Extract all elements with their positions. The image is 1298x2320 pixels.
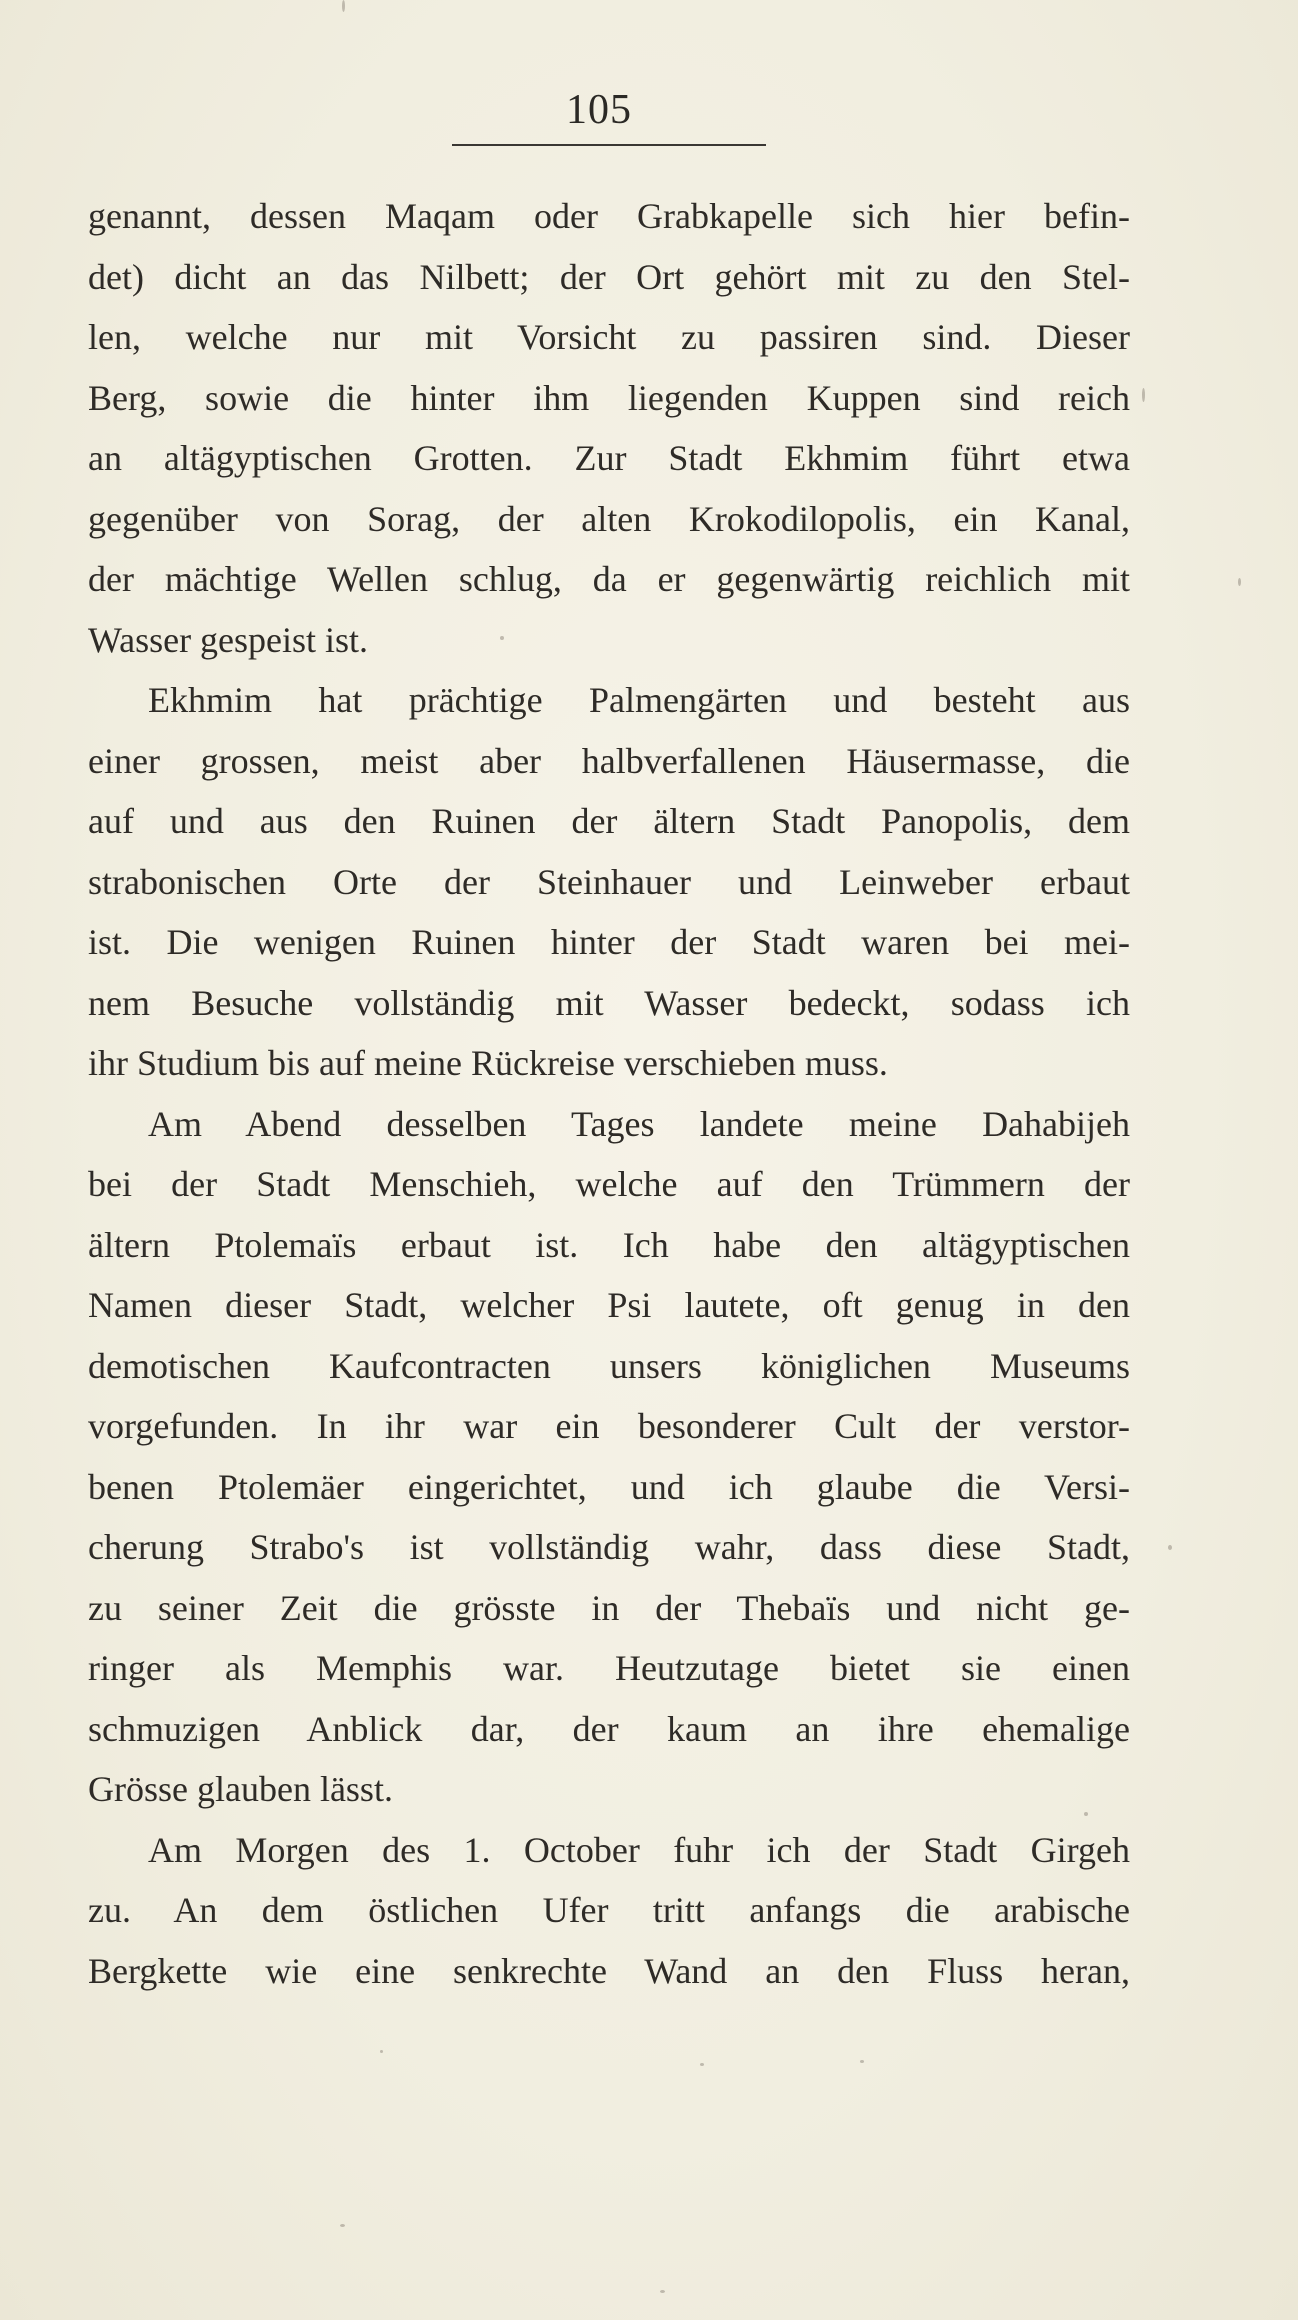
paper-speck: [700, 2063, 704, 2066]
paper-speck: [1084, 1812, 1088, 1816]
text-line: einer grossen, meist aber halbverfallenen Häusermasse, die: [88, 740, 1130, 781]
text-line: benen Ptolemäer eingerichtet, und ich glaube die Versi-: [88, 1466, 1130, 1507]
page-number: 105: [566, 87, 632, 133]
text-line: Grösse glauben lässt.: [88, 1769, 393, 1809]
text-line: gegenüber von Sorag, der alten Krokodilopolis, ein Kanal,: [88, 498, 1130, 539]
paper-speck: [1238, 578, 1241, 586]
text-line: len, welche nur mit Vorsicht zu passiren sind. Dieser: [88, 317, 1130, 357]
text-line: Namen dieser Stadt, welcher Psi lautete, oft genug in den: [88, 1285, 1130, 1325]
text-line: ringer als Memphis war. Heutzutage bietet sie einen: [88, 1648, 1130, 1688]
paper-speck: [500, 636, 504, 640]
text-line: Bergkette wie eine senkrechte Wand an den Fluss heran,: [88, 1950, 1130, 1991]
text-line: Am Abend desselben Tages landete meine Dahabijeh: [148, 1103, 1130, 1144]
text-line: cherung Strabo's ist vollständig wahr, dass diese Stadt,: [88, 1527, 1130, 1567]
text-line: Ekhmim hat prächtige Palmengärten und besteht aus: [148, 680, 1130, 720]
text-line: zu seiner Zeit die grösste in der Thebaïs und nicht ge-: [88, 1587, 1130, 1628]
paper-speck: [342, 0, 345, 12]
header-rule: [452, 144, 766, 146]
text-line: zu. An dem östlichen Ufer tritt anfangs die arabische: [88, 1890, 1130, 1930]
paper-speck: [1142, 388, 1145, 402]
text-line: ihr Studium bis auf meine Rückreise verschieben muss.: [88, 1043, 888, 1083]
text-line: demotischen Kaufcontracten unsers königlichen Museums: [88, 1345, 1130, 1386]
text-line: vorgefunden. In ihr war ein besonderer Cult der verstor-: [88, 1406, 1130, 1446]
text-line: genannt, dessen Maqam oder Grabkapelle sich hier befin-: [88, 196, 1130, 236]
text-line: auf und aus den Ruinen der ältern Stadt Panopolis, dem: [88, 801, 1130, 841]
text-line: Berg, sowie die hinter ihm liegenden Kuppen sind reich: [88, 377, 1130, 418]
text-line: ältern Ptolemaïs erbaut ist. Ich habe den altägyptischen: [88, 1224, 1130, 1265]
text-line: der mächtige Wellen schlug, da er gegenwärtig reichlich mit: [88, 559, 1130, 599]
text-line: strabonischen Orte der Steinhauer und Leinweber erbaut: [88, 861, 1130, 902]
text-line: Wasser gespeist ist.: [88, 619, 369, 660]
paper-speck: [380, 2050, 383, 2053]
text-line: bei der Stadt Menschieh, welche auf den Trümmern der: [88, 1164, 1130, 1204]
paper-speck: [1168, 1545, 1172, 1550]
text-line: ist. Die wenigen Ruinen hinter der Stadt waren bei mei-: [88, 922, 1130, 962]
paper-speck: [660, 2290, 665, 2293]
paper-speck: [340, 2224, 345, 2227]
text-line: Am Morgen des 1. October fuhr ich der Stadt Girgeh: [148, 1829, 1130, 1870]
paper-speck: [860, 2060, 864, 2063]
body-text: [88, 186, 1130, 2001]
text-line: an altägyptischen Grotten. Zur Stadt Ekhmim führt etwa: [88, 438, 1130, 478]
text-line: nem Besuche vollständig mit Wasser bedeckt, sodass ich: [88, 982, 1130, 1023]
text-line: schmuzigen Anblick dar, der kaum an ihre ehemalige: [88, 1708, 1130, 1749]
text-line: det) dicht an das Nilbett; der Ort gehört mit zu den Stel-: [88, 256, 1130, 297]
